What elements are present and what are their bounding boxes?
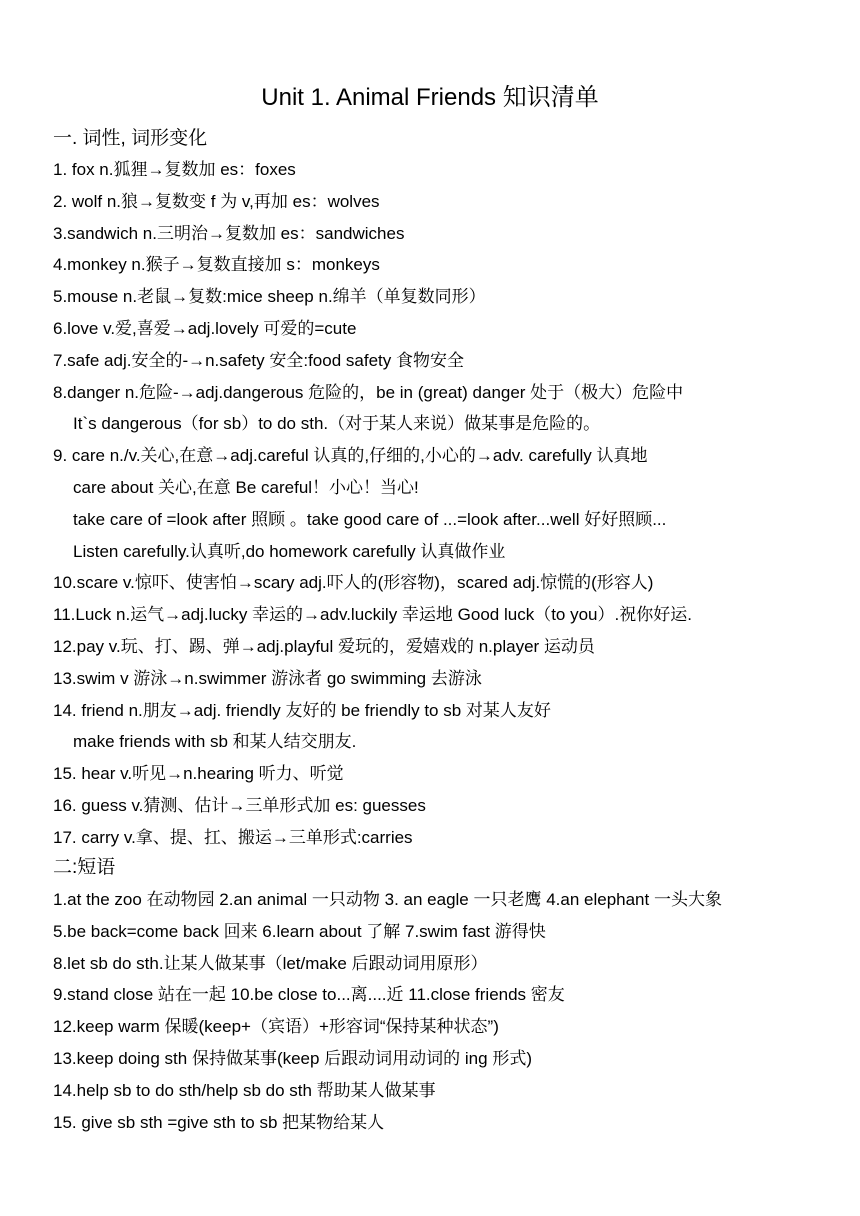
list-item: 9. care n./v.关心,在意→adj.careful 认真的,仔细的,小心的→adv. carefully 认真地 [53, 446, 648, 466]
list-item-continuation: take care of =look after 照顾 。take good care of ...=look after...well 好好照顾... [73, 509, 667, 529]
list-item: 16. guess v.猜测、估计→三单形式加 es: guesses [53, 795, 426, 815]
list-item: 6.love v.爱,喜爱→adj.lovely 可爱的=cute [53, 318, 357, 338]
list-item: 8.danger n.危险-→adj.dangerous 危险的，be in (great) danger 处于（极大）危险中 [53, 382, 684, 402]
document-title: Unit 1. Animal Friends 知识清单 [261, 84, 599, 111]
list-item: 12.keep warm 保暖(keep+（宾语）+形容词“保持某种状态”) [53, 1017, 499, 1037]
list-item-continuation: Listen carefully.认真听,do homework carefully 认真做作业 [73, 541, 506, 561]
list-item: 2. wolf n.狼→复数变 f 为 v,再加 es：wolves [53, 191, 380, 211]
list-item: 5.be back=come back 回来 6.learn about 了解 7.swim fast 游得快 [53, 921, 546, 941]
list-item: 17. carry v.拿、提、扛、搬运→三单形式:carries [53, 827, 413, 847]
list-item-continuation: It`s dangerous（for sb）to do sth.（对于某人来说）做某事是危险的。 [73, 414, 601, 434]
list-item: 1.at the zoo 在动物园 2.an animal 一只动物 3. an eagle 一只老鹰 4.an elephant 一头大象 [53, 890, 722, 909]
list-item: 5.mouse n.老鼠→复数:mice sheep n.绵羊（单复数同形） [53, 287, 486, 307]
list-item: 14. friend n.朋友→adj. friendly 友好的 be friendly to sb 对某人友好 [53, 700, 551, 720]
list-item: 8.let sb do sth.让某人做某事（let/make 后跟动词用原形） [53, 953, 488, 973]
list-item: 7.safe adj.安全的-→n.safety 安全:food safety 食物安全 [53, 350, 464, 370]
list-item: 10.scare v.惊吓、使害怕→scary adj.吓人的(形容物)，scared adj.惊慌的(形容人) [53, 573, 654, 593]
list-item: 11.Luck n.运气→adj.lucky 幸运的→adv.luckily 幸运地 Good luck（to you）.祝你好运. [53, 605, 692, 625]
word-forms-list [53, 154, 692, 854]
section-heading-word-forms: 一. 词性, 词形变化 [53, 128, 208, 149]
list-item: 14.help sb to do sth/help sb do sth 帮助某人做某事 [53, 1080, 436, 1100]
list-item-continuation: care about 关心,在意 Be careful！小心！当心! [73, 477, 419, 497]
list-item: 9.stand close 站在一起 10.be close to...离....近 11.close friends 密友 [53, 985, 565, 1005]
list-item: 15. hear v.听见→n.hearing 听力、听觉 [53, 764, 344, 784]
list-item: 15. give sb sth =give sth to sb 把某物给某人 [53, 1112, 385, 1132]
section-heading-phrases: 二:短语 [53, 857, 116, 878]
list-item: 12.pay v.玩、打、踢、弹→adj.playful 爱玩的，爱嬉戏的 n.player 运动员 [53, 636, 595, 656]
list-item: 13.keep doing sth 保持做某事(keep 后跟动词用动词的 ing 形式) [53, 1048, 532, 1068]
list-item: 1. fox n.狐狸→复数加 es：foxes [53, 160, 296, 179]
list-item: 4.monkey n.猴子→复数直接加 s：monkeys [53, 255, 380, 275]
list-item: 3.sandwich n.三明治→复数加 es：sandwiches [53, 223, 405, 243]
list-item-continuation: make friends with sb 和某人结交朋友. [73, 732, 357, 752]
phrases-list [53, 884, 722, 1138]
list-item: 13.swim v 游泳→n.swimmer 游泳者 go swimming 去游泳 [53, 668, 482, 688]
